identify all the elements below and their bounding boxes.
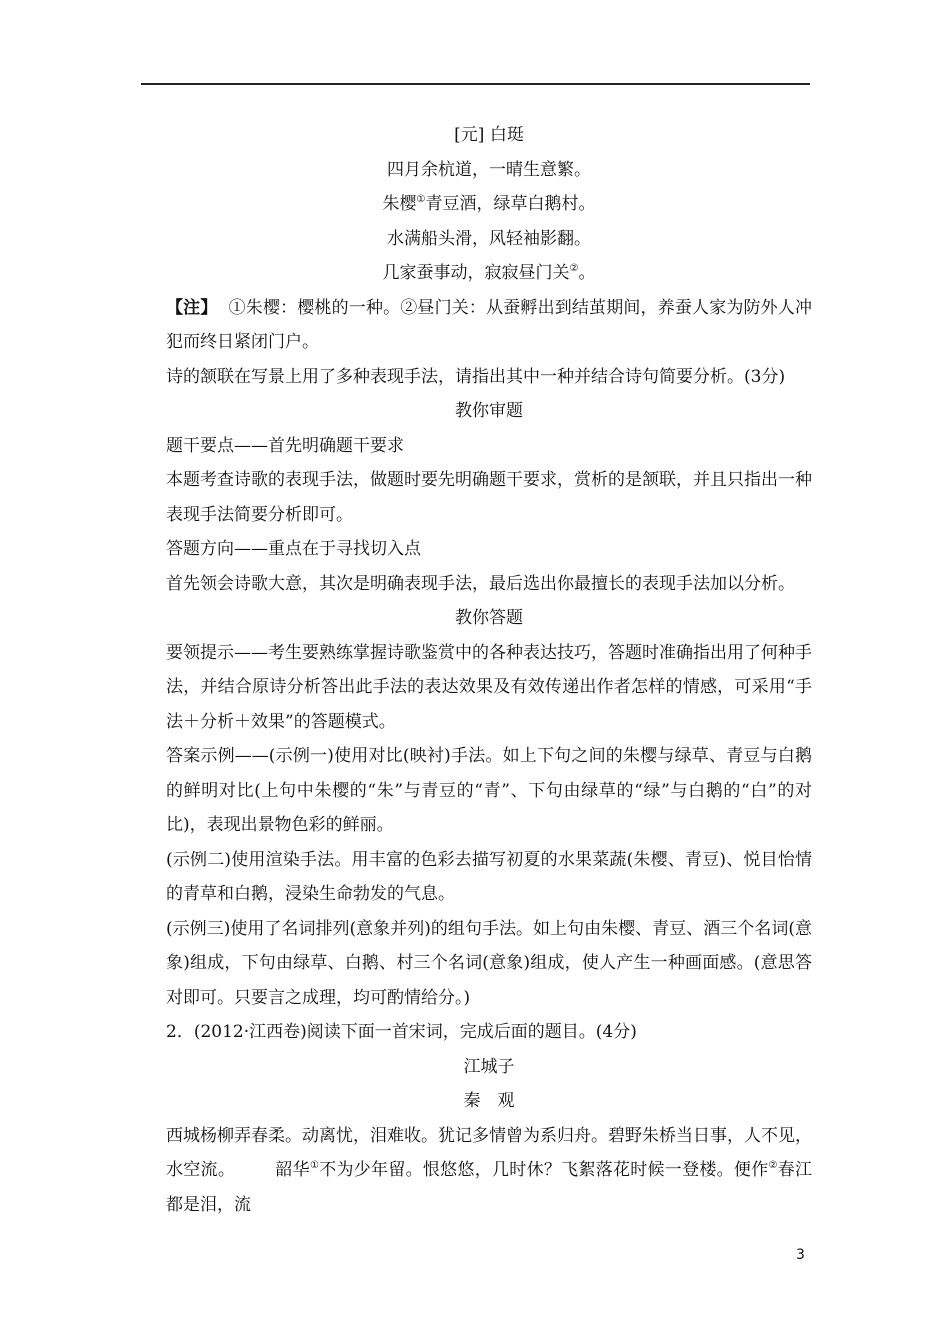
answer-paragraph-1: 要领提示——考生要熟练掌握诗歌鉴赏中的各种表达技巧，答题时准确指出用了何种手法，并结合原诗分析答出此手法的表达效果及有效传递出作者怎样的情感，可采用“手法＋分析＋效果”的答题模式。	[166, 642, 812, 732]
poem-line-2: 朱樱①青豆酒，绿草白鹅村。	[382, 194, 596, 214]
note-label: 【注】	[166, 297, 218, 318]
poem-2-title: 江城子	[463, 1056, 515, 1077]
poem-2-author: 秦 观	[463, 1091, 515, 1111]
footnote-ref-1: ①	[416, 194, 426, 205]
note	[166, 291, 812, 360]
footnote-ref-4: ②	[768, 1160, 778, 1171]
review-paragraph-2: 本题考查诗歌的表现手法，做题时要先明确题干要求，赏析的是颔联，并且只指出一种表现手法简要分析即可。	[166, 470, 812, 525]
review-paragraph-4: 首先领会诗歌大意，其次是明确表现手法，最后选出你最擅长的表现手法加以分析。	[166, 573, 795, 594]
footnote-ref-2: ②	[569, 263, 579, 274]
note-text: ①朱樱：樱桃的一种。②昼门关：从蚕孵出到结茧期间，养蚕人家为防外人冲犯而终日紧闭门户。	[166, 297, 813, 352]
footnote-ref-3: ①	[309, 1160, 320, 1171]
answer-paragraph-2: 答案示例——(示例一)使用对比(映衬)手法。如上下句之间的朱樱与绿草、青豆与白鹅的鲜明对比(上句中朱樱的“朱”与青豆的“青”、下句由绿草的“绿”与白鹅的“白”的对比)，表现出景物色彩的鲜丽。	[166, 746, 812, 835]
poem-line-4: 几家蚕事动，寂寂昼门关②。	[382, 263, 596, 283]
page-content	[166, 118, 812, 1222]
poem-title: [元] 白珽	[454, 125, 524, 145]
question-text: 诗的颔联在写景上用了多种表现手法，请指出其中一种并结合诗句简要分析。(3分)	[166, 366, 786, 387]
section-heading-review: 教你审题	[455, 401, 523, 421]
section-heading-answer: 教你答题	[455, 608, 523, 628]
review-paragraph-3: 答题方向——重点在于寻找切入点	[166, 539, 421, 559]
page-number: 3	[796, 1247, 805, 1263]
poem-2-text: 西城杨柳弄春柔。动离忧，泪难收。犹记多情曾为系归舟。碧野朱桥当日事，人不见，水空流。 韶华①不为少年留。恨悠悠，几时休？飞絮落花时候一登楼。便作②春江都是泪，流	[166, 1125, 813, 1215]
question-2-intro: 2．(2012·江西卷)阅读下面一首宋词，完成后面的题目。(4分)	[166, 1022, 637, 1042]
review-paragraph-1: 题干要点——首先明确题干要求	[166, 435, 404, 456]
answer-paragraph-4: (示例三)使用了名词排列(意象并列)的组句手法。如上句由朱樱、青豆、酒三个名词(意象)组成，下句由绿草、白鹅、村三个名词(意象)组成，使人产生一种画面感。(意思答对即可。只要言之成理，均可酌情给分。)	[166, 918, 812, 1008]
answer-paragraph-3: (示例二)使用渲染手法。用丰富的色彩去描写初夏的水果菜蔬(朱樱、青豆)、悦目怡情的青草和白鹅，浸染生命勃发的气息。	[166, 849, 812, 904]
poem-line-3: 水满船头滑，风轻袖影翻。	[387, 228, 591, 249]
header-rule	[141, 83, 810, 85]
poem-line-1: 四月余杭道，一晴生意繁。	[387, 159, 591, 180]
